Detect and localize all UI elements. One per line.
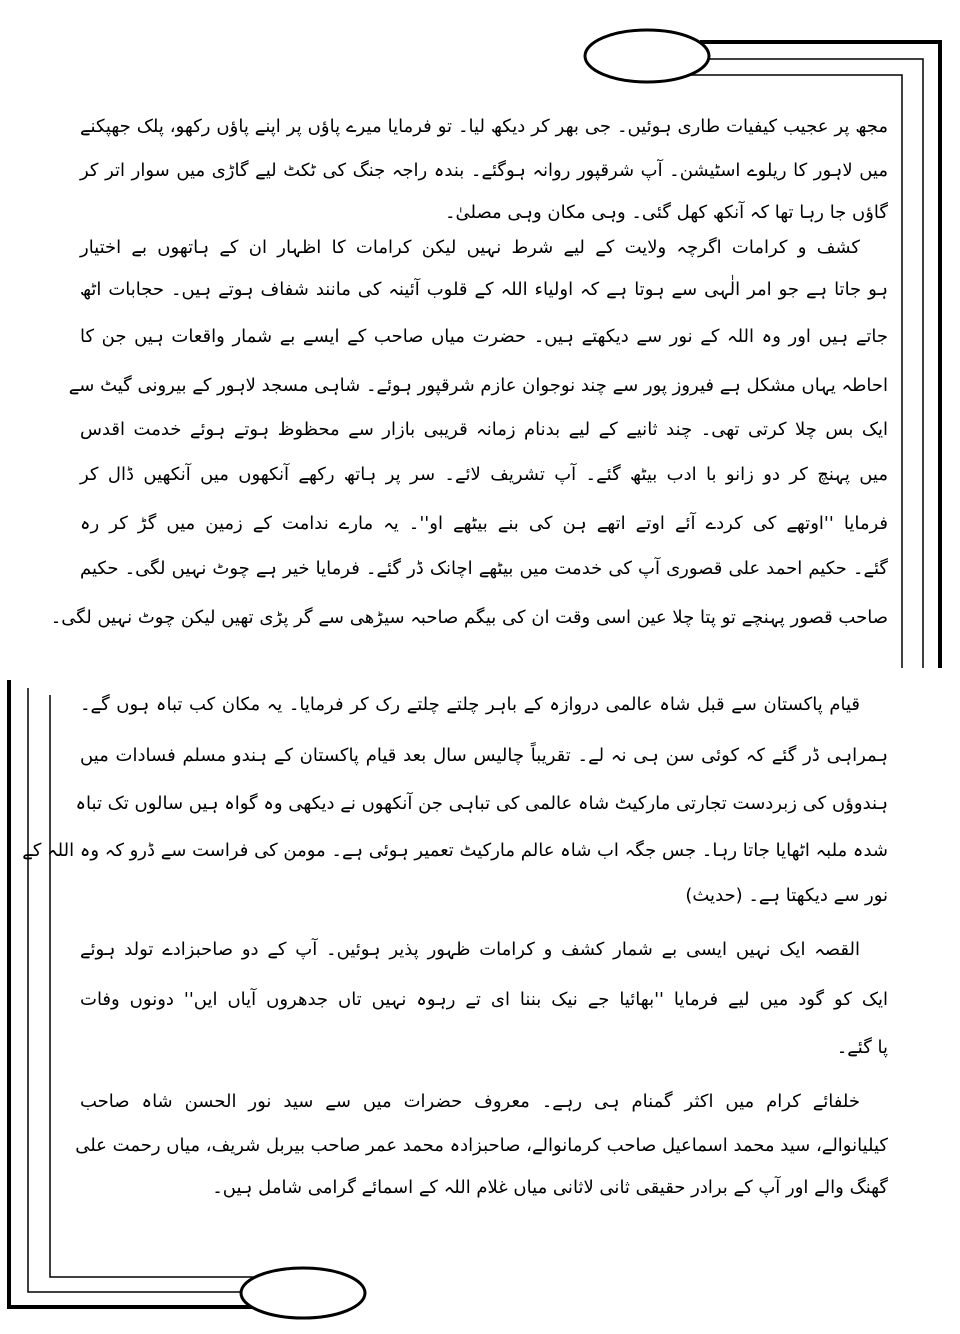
text-line: شدہ ملبہ اٹھایا جاتا رہا۔ جس جگہ اب شاہ عالم مارکیٹ تعمیر ہوئی ہے۔ مومن کی فراست سے ڈرو کہ وہ اللہ کے <box>22 840 888 861</box>
text-line: پا گئے۔ <box>836 1037 888 1058</box>
text-line: مجھ پر عجیب کیفیات طاری ہوئیں۔ جی بھر کر دیکھ لیا۔ تو فرمایا میرے پاؤں پر اپنے پاؤں رکھو، پلک جھپکنے <box>80 116 888 137</box>
paragraph-start-line: قیام پاکستان سے قبل شاہ عالمی دروازہ کے باہر چلتے چلتے رک کر فرمایا۔ یہ مکان کب تباہ ہوں گے۔ <box>80 694 861 715</box>
text-line: نور سے دیکھتا ہے۔ (حدیث) <box>685 885 888 906</box>
top-oval-ornament <box>585 30 709 82</box>
text-line: فرمایا ''اوتھے کی کردے آئے اوتے اتھے ہن کی بنے بیٹھے او''۔ یہ مارے ندامت کے زمین میں گڑ کر رہ <box>80 513 888 534</box>
text-line: میں پہنچ کر دو زانو با ادب بیٹھ گئے۔ آپ تشریف لائے۔ سر پر ہاتھ رکھے آنکھوں میں آنکھیں ڈال کر <box>80 464 888 485</box>
paragraph-start-line: کشف و کرامات اگرچہ ولایت کے لیے شرط نہیں لیکن کرامات کا اظہار ان کے ہاتھوں بے اختیار <box>80 237 860 258</box>
paragraph-start-line: خلفائے کرام میں اکثر گمنام ہی رہے۔ معروف حضرات میں سے سید نور الحسن شاہ صاحب <box>80 1091 860 1112</box>
text-line: گئے۔ حکیم احمد علی قصوری آپ کی خدمت میں بیٹھے اچانک ڈر گئے۔ فرمایا خیر ہے چوٹ نہیں لگی۔ حکیم <box>80 558 888 579</box>
text-line: صاحب قصور پہنچے تو پتا چلا عین اسی وقت ان کی بیگم صاحبہ سیڑھی سے گر پڑی تھیں لیکن چوٹ نہیں لگی۔ <box>50 607 888 628</box>
bottom-oval-ornament <box>241 1268 365 1318</box>
text-line: ہندوؤں کی زبردست تجارتی مارکیٹ شاہ عالمی کی تباہی جن آنکھوں نے دیکھی وہ گواہ ہیں سالوں تک تباہ <box>75 793 888 814</box>
text-line: کیلیانوالے، سید محمد اسماعیل صاحب کرمانوالے، صاحبزادہ محمد عمر صاحب بیربل شریف، میاں رحمت علی <box>75 1135 888 1156</box>
text-line: گھنگ والے اور آپ کے برادر حقیقی ثانی لاثانی میاں غلام اللہ کے اسمائے گرامی شامل ہیں۔ <box>212 1177 888 1198</box>
paragraph-start-line: القصہ ایک نہیں ایسی بے شمار کشف و کرامات ظہور پذیر ہوئیں۔ آپ کے دو صاحبزادے تولد ہوئے <box>80 939 860 960</box>
text-line: گاؤں جا رہا تھا کہ آنکھ کھل گئی۔ وہی مکان وہی مصلیٰ۔ <box>444 202 888 223</box>
text-line: ایک بس چلا کرتی تھی۔ چند ثانیے کے لیے بدنام زمانہ قریبی بازار سے محظوظ ہوتے ہوئے خدمت اقدس <box>80 419 888 440</box>
text-line: ہمراہی ڈر گئے کہ کوئی سن ہی نہ لے۔ تقریباً چالیس سال بعد قیام پاکستان کے ہندو مسلم فسادات میں <box>80 745 888 766</box>
text-line: ایک کو گود میں لیے فرمایا ''بھائیا جے نیک بننا ای تے رہوہ نہیں تاں جدھروں آیاں ایں'' دونوں وفات <box>80 989 888 1010</box>
text-line: جاتے ہیں اور وہ اللہ کے نور سے دیکھتے ہیں۔ حضرت میاں صاحب کے ایسے بے شمار واقعات ہیں جن کا <box>80 326 888 347</box>
text-line: ہو جاتا ہے جو امر الٰہی سے ہوتا ہے کہ اولیاء اللہ کے قلوب آئینہ کی مانند شفاف ہوتے ہیں۔ حجابات اٹھ <box>80 279 888 300</box>
text-line: احاطہ یہاں مشکل ہے فیروز پور سے چند نوجوان عازم شرقپور ہوئے۔ شاہی مسجد لاہور کے بیرونی گیٹ سے <box>68 375 888 396</box>
text-line: میں لاہور کا ریلوے اسٹیشن۔ آپ شرقپور روانہ ہوگئے۔ بندہ راجہ جنگ کی ٹکٹ لیے گاڑی میں سوار اتر کر <box>80 160 888 181</box>
